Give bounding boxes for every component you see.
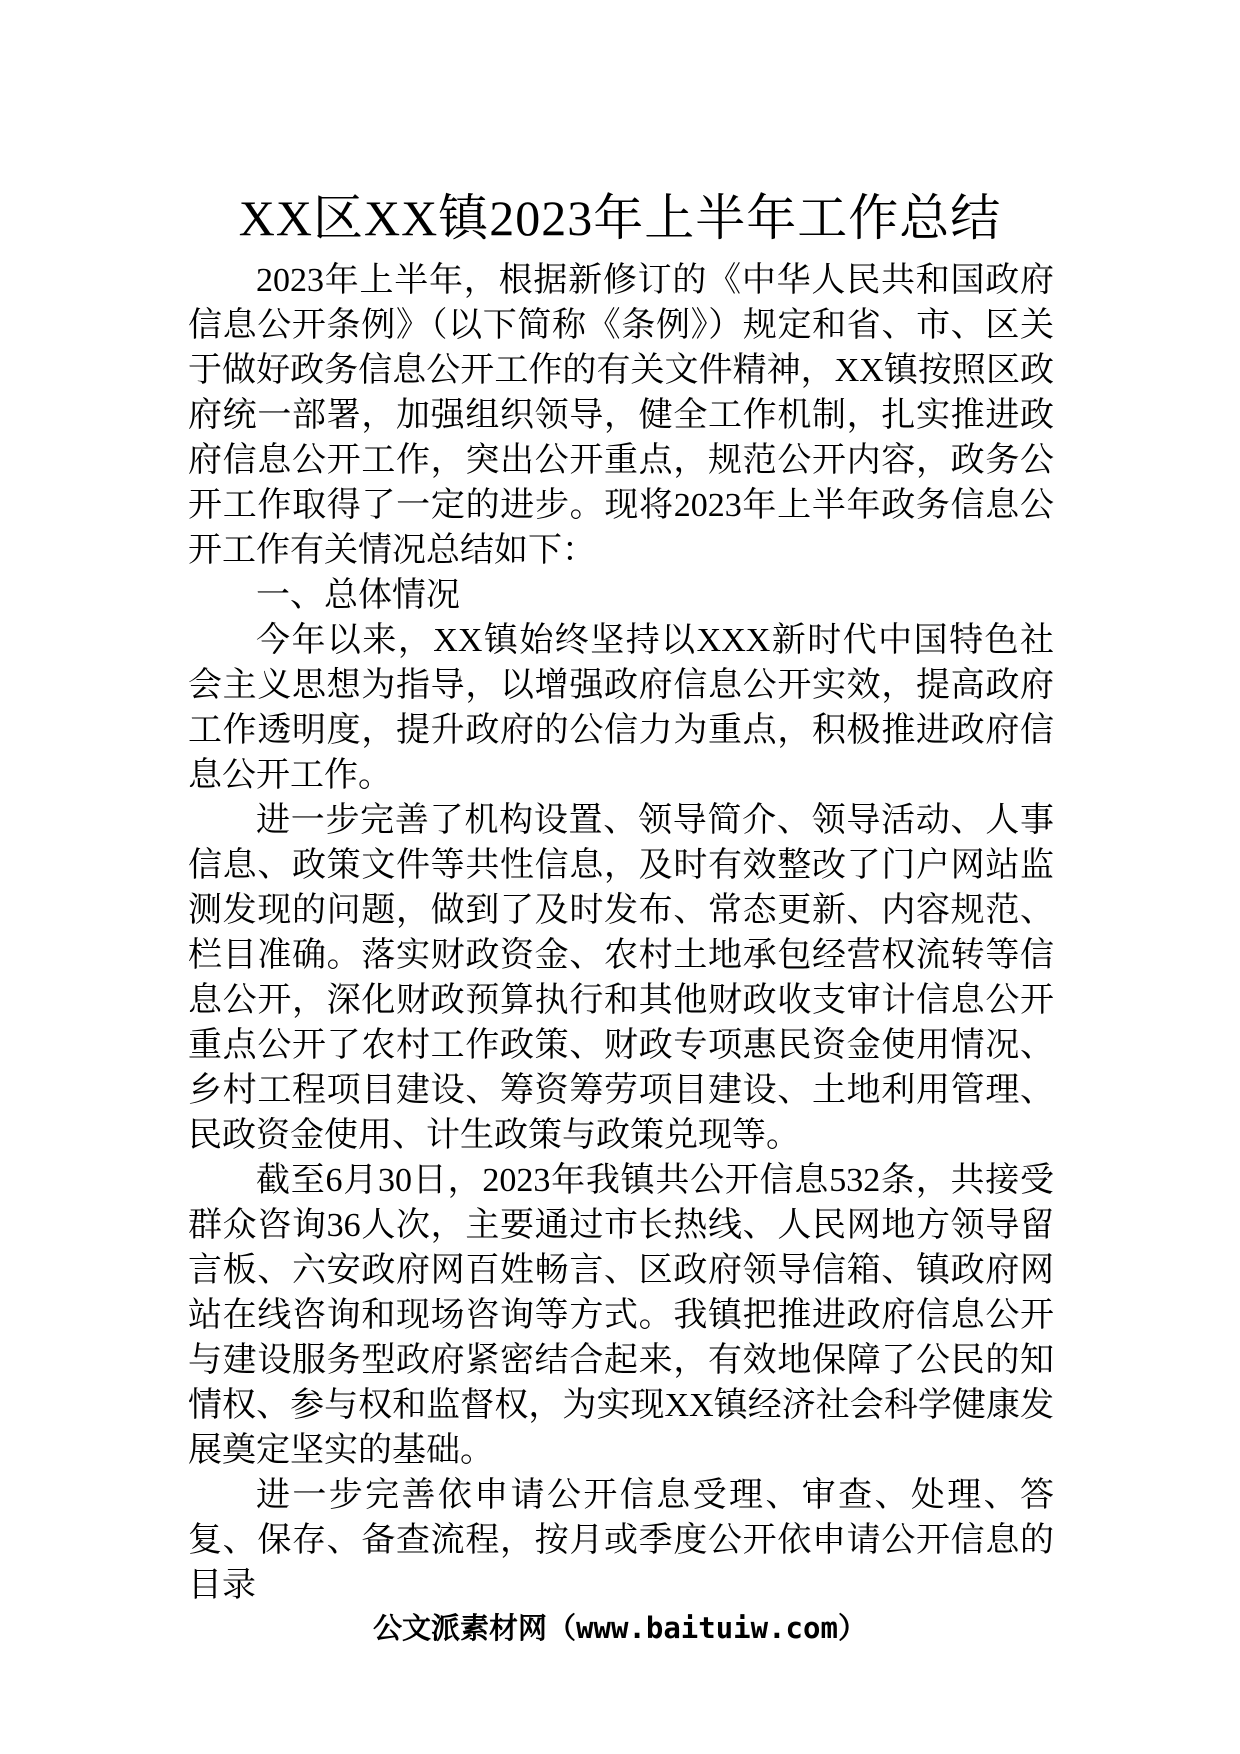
- paragraph-application-process: 进一步完善依申请公开信息受理、审查、处理、答复、保存、备查流程，按月或季度公开依申请公开信息的目录: [188, 1477, 1054, 1604]
- paragraph-improvements: 进一步完善了机构设置、领导简介、领导活动、人事信息、政策文件等共性信息，及时有效整改了门户网站监测发现的问题，做到了及时发布、常态更新、内容规范、栏目准确。落实财政资金、农村土地承包经营权流转等信息公开，深化财政预算执行和其他财政收支审计信息公开重点公开了农村工作政策、财政专项惠民资金使用情况、乡村工程项目建设、筹资筹劳项目建设、土地利用管理、民政资金使用、计生政策与政策兑现等。: [188, 802, 1054, 1154]
- document-title: XX区XX镇2023年上半年工作总结: [238, 190, 1002, 246]
- paragraph-overview: 今年以来，XX镇始终坚持以XXX新时代中国特色社会主义思想为指导，以增强政府信息公开实效，提高政府工作透明度，提升政府的公信力为重点，积极推进政府信息公开工作。: [188, 622, 1054, 794]
- paragraph-statistics: 截至6月30日，2023年我镇共公开信息532条，共接受群众咨询36人次，主要通过市长热线、人民网地方领导留言板、六安政府网百姓畅言、区政府领导信箱、镇政府网站在线咨询和现场咨询等方式。我镇把推进政府信息公开与建设服务型政府紧密结合起来，有效地保障了公民的知情权、参与权和监督权，为实现XX镇经济社会科学健康发展奠定坚实的基础。: [188, 1162, 1054, 1469]
- document-body: [188, 258, 1054, 1608]
- paragraph-intro: 2023年上半年，根据新修订的《中华人民共和国政府信息公开条例》（以下简称《条例》）规定和省、市、区关于做好政务信息公开工作的有关文件精神，XX镇按照区政府统一部署，加强组织领导，健全工作机制，扎实推进政府信息公开工作，突出公开重点，规范公开内容，政务公开工作取得了一定的进步。现将2023年上半年政务信息公开工作有关情况总结如下：: [188, 262, 1054, 569]
- section-heading-overview: 一、总体情况: [256, 577, 460, 614]
- source-footer: 公文派素材网（www.baituiw.com）: [373, 1611, 867, 1645]
